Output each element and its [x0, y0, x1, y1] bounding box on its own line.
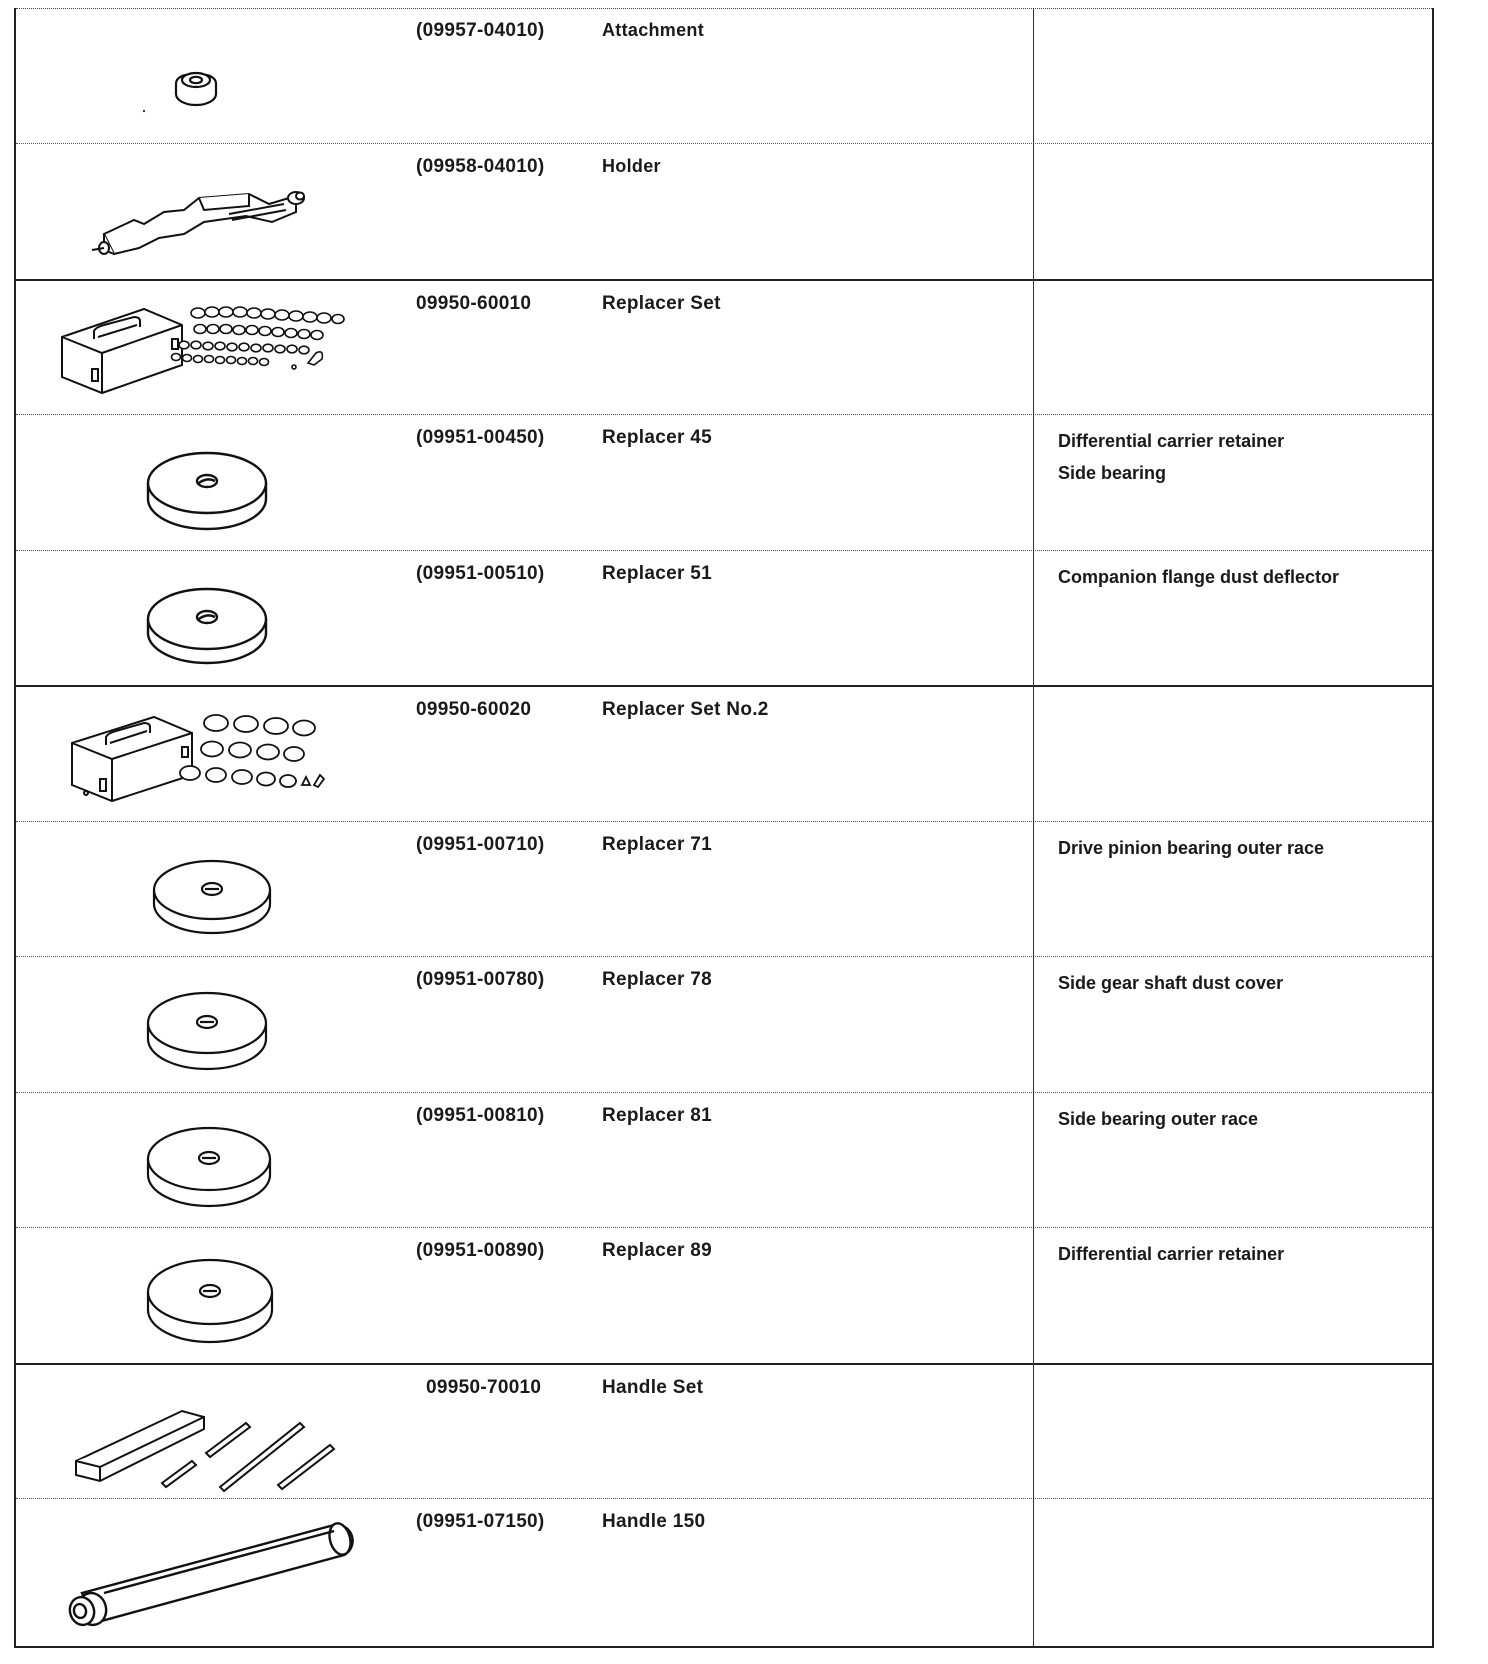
usage-line: Side gear shaft dust cover [1058, 973, 1284, 993]
part-number: (09951-00450) [416, 427, 545, 448]
part-number: (09951-07150) [416, 1511, 545, 1532]
part-number: (09951-00810) [416, 1105, 545, 1126]
usage-line: Drive pinion bearing outer race [1058, 838, 1325, 858]
usage-notes [1058, 1103, 1418, 1135]
part-entry [416, 293, 721, 315]
holder-icon [34, 150, 394, 272]
usage-notes [1058, 561, 1418, 593]
replacer-disc-icon [34, 1099, 394, 1221]
table-row-holder [16, 143, 1432, 279]
part-number: (09951-00710) [416, 834, 545, 855]
part-entry [416, 699, 769, 721]
column-divider [1033, 8, 1034, 1646]
part-entry [416, 834, 712, 856]
usage-line: Differential carrier retainer [1058, 431, 1285, 451]
part-name: Attachment [602, 20, 705, 40]
part-name: Handle 150 [602, 1511, 706, 1532]
part-entry [416, 1377, 703, 1399]
replacer-disc-icon [34, 963, 394, 1085]
table-row-replacer-89 [16, 1227, 1432, 1363]
table-row-replacer-45 [16, 414, 1432, 550]
part-number: (09957-04010) [416, 20, 545, 41]
table-row-replacer-set [16, 279, 1432, 414]
table-row-handle-set [16, 1363, 1432, 1498]
replacer-disc-icon [34, 828, 394, 950]
part-entry [416, 1105, 712, 1127]
part-number: (09951-00890) [416, 1240, 545, 1261]
part-name: Replacer 51 [602, 563, 712, 584]
part-entry [416, 969, 712, 991]
table-row-handle-150 [16, 1498, 1432, 1648]
part-number: (09951-00510) [416, 563, 545, 584]
part-entry [416, 20, 704, 42]
usage-line: Side bearing outer race [1058, 1109, 1259, 1129]
part-entry [416, 1240, 712, 1262]
part-entry [416, 156, 661, 178]
table-row-replacer-51 [16, 550, 1432, 685]
part-number: (09951-00780) [416, 969, 545, 990]
replacer-disc-icon [34, 421, 394, 543]
replacer-disc-icon [34, 557, 394, 679]
attachment-icon [34, 14, 394, 136]
usage-notes [1058, 1238, 1418, 1270]
part-number: (09958-04010) [416, 156, 545, 177]
usage-line: Side bearing [1058, 463, 1167, 483]
table-row-replacer-78 [16, 956, 1432, 1092]
handle-set-icon [34, 1371, 394, 1493]
replacer-set-case-icon [34, 287, 394, 409]
usage-notes [1058, 425, 1418, 489]
part-number: 09950-60020 [416, 699, 532, 720]
part-name: Holder [602, 156, 661, 176]
handle-bar-icon [34, 1505, 394, 1635]
part-name: Replacer 81 [602, 1105, 712, 1126]
table-row-attachment [16, 8, 1432, 143]
part-name: Handle Set [602, 1377, 704, 1398]
part-number: 09950-60010 [416, 293, 532, 314]
part-name: Replacer 71 [602, 834, 712, 855]
part-name: Replacer Set No.2 [602, 699, 769, 720]
special-service-tools-table [14, 8, 1434, 1648]
part-entry [416, 563, 712, 585]
part-name: Replacer 78 [602, 969, 712, 990]
replacer-disc-icon [34, 1234, 394, 1356]
replacer-set-no2-case-icon [34, 693, 394, 815]
part-entry [416, 427, 712, 449]
table-row-replacer-71 [16, 821, 1432, 956]
table-row-replacer-81 [16, 1092, 1432, 1227]
usage-notes [1058, 967, 1418, 999]
part-entry [416, 1511, 705, 1533]
usage-notes [1058, 832, 1418, 864]
usage-line: Companion flange dust deflector [1058, 567, 1340, 587]
part-number: 09950-70010 [426, 1377, 542, 1398]
part-name: Replacer 89 [602, 1240, 712, 1261]
table-row-replacer-set-no2 [16, 685, 1432, 821]
part-name: Replacer 45 [602, 427, 712, 448]
usage-line: Differential carrier retainer [1058, 1244, 1285, 1264]
part-name: Replacer Set [602, 293, 721, 314]
